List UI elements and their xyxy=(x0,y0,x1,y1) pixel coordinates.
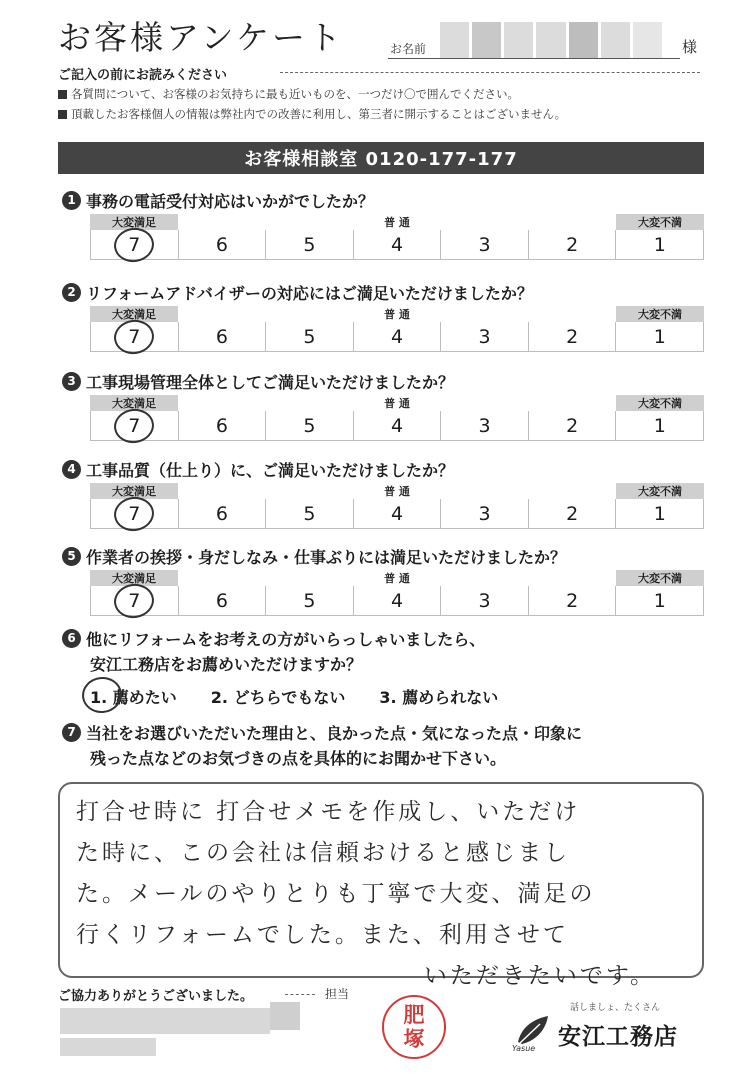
question-text: リフォームアドバイザーの対応にはご満足いただけましたか？ xyxy=(86,283,533,303)
question-text: 作業者の挨拶・身だしなみ・仕事ぶりには満足いただけましたか？ xyxy=(86,547,567,567)
name-label: お名前 xyxy=(390,42,427,56)
rating-scale xyxy=(90,395,704,443)
rating-5[interactable]: 5 xyxy=(266,230,354,259)
rating-scale xyxy=(90,570,704,618)
rating-scale xyxy=(90,483,704,531)
logo-tagline: 話しましょ、たくさん xyxy=(570,1003,661,1013)
rating-4[interactable]: 4 xyxy=(354,322,442,351)
question-number: 5 xyxy=(62,547,81,566)
rating-scale xyxy=(90,214,704,262)
label-neutral: 普 通 xyxy=(384,308,410,321)
bullet-square-icon xyxy=(58,90,67,99)
label-very-satisfied: 大変満足 xyxy=(90,570,178,586)
question-text: 事務の電話受付対応はいかがでしたか？ xyxy=(86,191,375,211)
rating-6[interactable]: 6 xyxy=(179,586,267,615)
rating-1[interactable]: 1 xyxy=(653,502,666,525)
label-very-satisfied: 大変満足 xyxy=(90,483,178,499)
handwritten-comment-line: 打合せ時に 打合せメモを作成し、いただけ xyxy=(76,799,581,825)
dashed-divider xyxy=(285,994,315,995)
honorific: 様 xyxy=(682,38,698,56)
question-text: 工事現場管理全体としてご満足いただけましたか？ xyxy=(86,372,455,392)
rating-3[interactable]: 3 xyxy=(441,499,529,528)
staff-label: 担当 xyxy=(325,987,350,1001)
handwritten-comment-line: た時に、この会社は信頼おけると感じまし xyxy=(76,840,570,866)
label-neutral: 普 通 xyxy=(384,216,410,229)
redacted-address xyxy=(60,1008,270,1034)
selected-circle-mark xyxy=(112,581,156,620)
staff-seal-stamp: 肥 塚 xyxy=(382,995,446,1059)
company-logo xyxy=(510,1000,710,1060)
question-text-continued: 残った点などのお気づきの点を具体的にお聞かせ下さい。 xyxy=(90,749,507,768)
rating-3[interactable]: 3 xyxy=(441,230,529,259)
question-number: 3 xyxy=(62,372,81,391)
rating-5[interactable]: 5 xyxy=(266,586,354,615)
selected-circle-mark xyxy=(112,406,156,445)
thanks-message: ご協力ありがとうございました。 xyxy=(58,989,254,1004)
question-6 xyxy=(62,626,702,650)
survey-title: お客様アンケート xyxy=(58,18,345,57)
rating-7[interactable]: 7 xyxy=(91,322,179,351)
rating-7[interactable]: 7 xyxy=(91,499,179,528)
name-underline xyxy=(388,58,680,59)
comment-textarea[interactable] xyxy=(58,782,704,989)
selected-circle-mark xyxy=(112,317,156,356)
redacted-address xyxy=(270,1002,300,1030)
rating-7[interactable]: 7 xyxy=(91,230,179,259)
intro-heading: ご記入の前にお読みください xyxy=(58,68,228,83)
redacted-customer-name xyxy=(440,22,662,58)
question-5 xyxy=(62,544,702,618)
selected-circle-mark xyxy=(80,675,124,715)
question-7 xyxy=(62,720,702,744)
question-1 xyxy=(62,188,702,262)
rating-5[interactable]: 5 xyxy=(266,411,354,440)
question-text: 他にリフォームをお考えの方がいらっしゃいましたら、 xyxy=(86,629,486,649)
rating-4[interactable]: 4 xyxy=(354,499,442,528)
bullet-square-icon xyxy=(58,110,67,119)
label-very-dissatisfied: 大変不満 xyxy=(616,214,704,230)
rating-1[interactable]: 1 xyxy=(653,233,666,256)
selected-circle-mark xyxy=(112,225,156,264)
leaf-logo-icon xyxy=(510,1012,554,1052)
question-number: 2 xyxy=(62,283,81,302)
redacted-address xyxy=(60,1038,156,1056)
rating-2[interactable]: 2 xyxy=(529,411,617,440)
label-neutral: 普 通 xyxy=(384,572,410,585)
question-number: 6 xyxy=(62,629,81,648)
label-very-dissatisfied: 大変不満 xyxy=(616,483,704,499)
rating-scale xyxy=(90,306,704,354)
rating-1[interactable]: 1 xyxy=(653,325,666,348)
label-very-satisfied: 大変満足 xyxy=(90,214,178,230)
question-number: 7 xyxy=(62,723,81,742)
rating-2[interactable]: 2 xyxy=(529,230,617,259)
rating-2[interactable]: 2 xyxy=(529,322,617,351)
question-number: 4 xyxy=(62,460,81,479)
rating-4[interactable]: 4 xyxy=(354,230,442,259)
rating-1[interactable]: 1 xyxy=(653,589,666,612)
rating-4[interactable]: 4 xyxy=(354,586,442,615)
label-very-dissatisfied: 大変不満 xyxy=(616,306,704,322)
rating-3[interactable]: 3 xyxy=(441,322,529,351)
rating-6[interactable]: 6 xyxy=(179,322,267,351)
question-3 xyxy=(62,369,702,443)
dashed-divider xyxy=(280,72,700,73)
handwritten-comment-line: 行くリフォームでした。また、利用させて xyxy=(76,922,569,948)
option-neutral[interactable]: 2. どちらでもない xyxy=(210,688,346,707)
customer-support-banner: お客様相談室 0120-177-177 xyxy=(58,142,704,174)
company-name: 安江工務店 xyxy=(558,1024,678,1050)
notice-item: 各質問について、お客様のお気持ちに最も近いものを、一つだけ〇で囲んでください。 xyxy=(58,86,519,102)
question-2 xyxy=(62,280,702,354)
rating-2[interactable]: 2 xyxy=(529,499,617,528)
question-text-continued: 安江工務店をお薦めいただけますか？ xyxy=(90,655,363,674)
rating-5[interactable]: 5 xyxy=(266,322,354,351)
label-very-dissatisfied: 大変不満 xyxy=(616,395,704,411)
rating-7[interactable]: 7 xyxy=(91,411,179,440)
label-neutral: 普 通 xyxy=(384,485,410,498)
notice-item: 頂載したお客様個人の情報は弊社内での改善に利用し、第三者に開示することはございません。 xyxy=(58,106,566,122)
option-not-recommend[interactable]: 3. 薦められない xyxy=(379,688,499,707)
handwritten-comment-line: た。メールのやりとりも丁寧で大変、満足の xyxy=(76,881,596,907)
option-recommend[interactable]: 1. 薦めたい xyxy=(90,685,177,708)
rating-6[interactable]: 6 xyxy=(179,411,267,440)
rating-5[interactable]: 5 xyxy=(266,499,354,528)
rating-3[interactable]: 3 xyxy=(441,586,529,615)
question-text: 工事品質（仕上り）に、ご満足いただけましたか？ xyxy=(86,460,455,480)
question-number: 1 xyxy=(62,191,81,210)
rating-2[interactable]: 2 xyxy=(529,586,617,615)
question-4 xyxy=(62,457,702,531)
question-text: 当社をお選びいただいた理由と、良かった点・気になった点・印象に xyxy=(86,723,583,743)
rating-4[interactable]: 4 xyxy=(354,411,442,440)
label-very-satisfied: 大変満足 xyxy=(90,306,178,322)
label-neutral: 普 通 xyxy=(384,397,410,410)
selected-circle-mark xyxy=(112,494,156,533)
svg-text:Yasue: Yasue xyxy=(512,1044,536,1052)
label-very-satisfied: 大変満足 xyxy=(90,395,178,411)
rating-3[interactable]: 3 xyxy=(441,411,529,440)
rating-6[interactable]: 6 xyxy=(179,499,267,528)
recommend-options xyxy=(90,685,690,708)
handwritten-comment-line: いただきたいです。 xyxy=(423,963,656,989)
label-very-dissatisfied: 大変不満 xyxy=(616,570,704,586)
rating-6[interactable]: 6 xyxy=(179,230,267,259)
rating-7[interactable]: 7 xyxy=(91,586,179,615)
rating-1[interactable]: 1 xyxy=(653,414,666,437)
